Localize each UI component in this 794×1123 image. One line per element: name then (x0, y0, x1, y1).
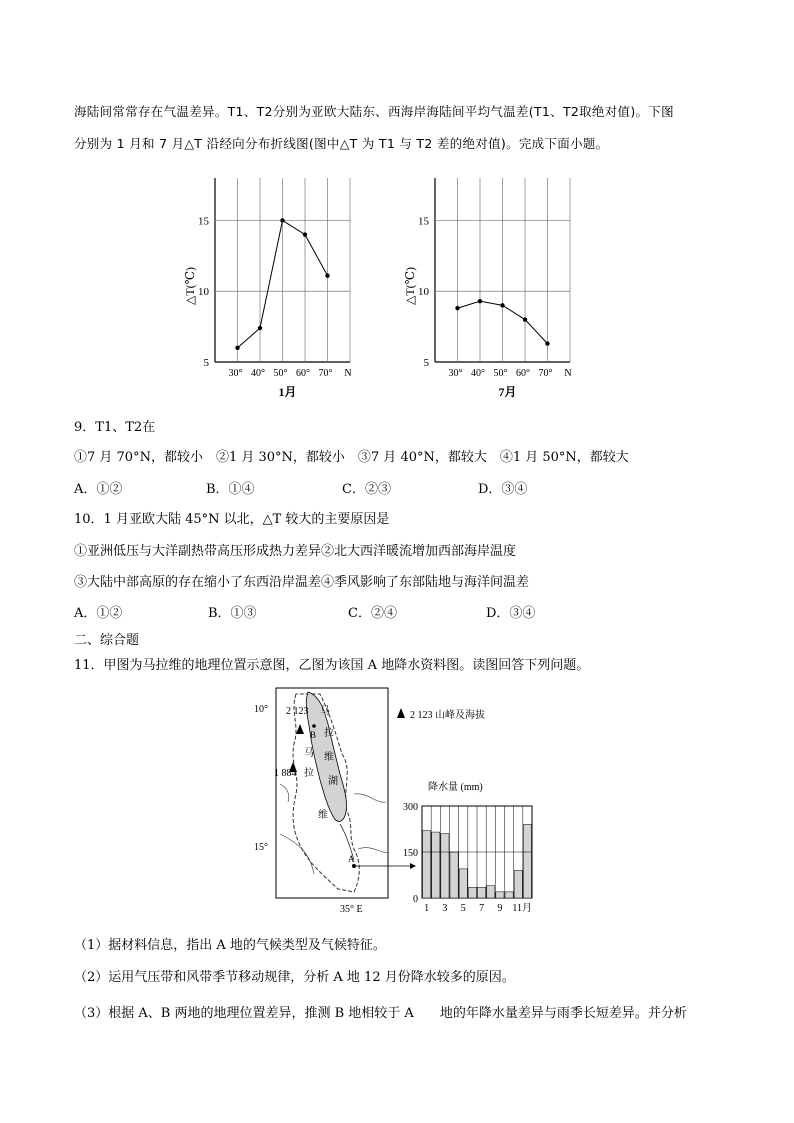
rain-bar (459, 869, 467, 898)
y-tick-label: 10 (418, 286, 429, 299)
rain-x-tick: 5 (460, 903, 466, 914)
x-tick-label: 30° (448, 368, 463, 379)
chart-july (400, 172, 600, 402)
country-char-3: 维 (318, 810, 328, 821)
q10-option-c: C．②④ (348, 606, 397, 621)
x-tick-label: 40° (471, 368, 485, 379)
peak2-label: 1 884 (274, 768, 297, 779)
rain-y-label: 降水量 (mm) (428, 782, 483, 793)
chart-january (180, 172, 380, 402)
x-tick-label: 70° (318, 368, 333, 379)
peak-legend-icon (397, 708, 405, 718)
intro-line-1: 海陆间常常存在气温差异。T1、T2分别为亚欧大陆东、西海岸海陆间平均气温差(T1、T2取绝对值)。下图 (74, 104, 674, 119)
x-tick-label: 70° (538, 368, 553, 379)
x-tick-label: 50° (273, 368, 288, 379)
data-point (258, 326, 262, 330)
data-point (235, 346, 239, 350)
q10-choice-2: ③大陆中部高原的存在缩小了东西沿岸温差④季风影响了东部陆地与海洋间温差 (74, 575, 530, 590)
q10-choice-1: ①亚洲低压与大洋副热带高压形成热力差异②北大西洋暖流增加西部海岸温度 (74, 544, 517, 559)
rain-bar (478, 887, 486, 898)
rain-x-tick: 7 (479, 903, 485, 914)
x-tick-label: 30° (228, 368, 243, 379)
rain-bar (423, 831, 431, 898)
rain-x-tick: 11月 (512, 903, 533, 914)
q10-option-b: B．①③ (208, 606, 257, 621)
x-tick-label: 60° (296, 368, 310, 379)
rain-x-tick: 1 (424, 903, 430, 914)
y-axis-label: △T(℃) (403, 267, 417, 305)
q9-stem: 9．T1、T2在 (74, 420, 156, 435)
rain-y-tick: 0 (413, 894, 418, 905)
chart-title: 7月 (498, 385, 517, 399)
q9-option-c: C．②③ (342, 482, 391, 497)
y-tick-label: 15 (418, 215, 429, 228)
rain-bar (487, 886, 495, 898)
x-axis-label: N (564, 368, 572, 379)
rain-bar (496, 892, 504, 898)
x-tick-label: 40° (251, 368, 265, 379)
data-point (280, 218, 284, 222)
q10-option-d: D．③④ (486, 606, 536, 621)
q10-option-a: A．①② (74, 606, 123, 621)
rain-bar (432, 832, 440, 898)
x-tick-label: 50° (493, 368, 508, 379)
data-point (478, 299, 482, 303)
lon-label: 35° E (340, 904, 363, 915)
peak1-label: 2 123 (286, 706, 309, 717)
q9-option-b: B．①④ (206, 482, 255, 497)
chart-title: 1月 (278, 385, 297, 399)
rain-bar (514, 870, 522, 898)
q11-sub2: （2）运用气压带和风带季节移动规律，分析 A 地 12 月份降水较多的原因。 (74, 970, 515, 985)
rain-bar (523, 824, 531, 898)
y-tick-label: 15 (198, 215, 209, 228)
section-heading: 二、综合题 (74, 633, 140, 648)
rain-bar (441, 834, 449, 898)
legend-text: 2 123 山峰及海拔 (410, 710, 485, 721)
x-axis-label: N (344, 368, 352, 379)
point-a-label: A (348, 854, 355, 864)
q9-option-d: D．③④ (478, 482, 528, 497)
y-tick-label: 10 (198, 286, 209, 299)
intro-line-2: 分别为 1 月和 7 月△T 沿经向分布折线图(图中△T 为 T1 与 T2 差的绝对值)。完成下面小题。 (74, 136, 609, 151)
point-a-marker (352, 864, 356, 868)
data-point (325, 273, 329, 277)
rain-y-tick: 150 (403, 848, 418, 859)
point-b-marker (312, 724, 316, 728)
rain-bar (505, 892, 513, 898)
lat-top-label: 10° (254, 704, 268, 715)
x-tick-label: 60° (516, 368, 530, 379)
rain-y-tick: 300 (403, 802, 418, 813)
data-point (303, 232, 307, 236)
country-char-1: 马 (304, 748, 314, 759)
y-axis-label: △T(℃) (183, 267, 197, 305)
q10-stem: 10．1 月亚欧大陆 45°N 以北，△T 较大的主要原因是 (74, 512, 390, 527)
data-point (455, 306, 459, 310)
y-tick-label: 5 (423, 357, 429, 369)
lake-char-3: 维 (324, 752, 334, 763)
precipitation-chart (394, 778, 544, 918)
q11-sub1: （1）据材料信息，指出 A 地的气候类型及气候特征。 (74, 938, 386, 953)
data-point (500, 303, 504, 307)
lake-char-4: 湖 (328, 776, 338, 787)
lake-char-2: 拉 (324, 728, 334, 739)
q11-sub3: （3）根据 A、B 两地的地理位置差异，推测 B 地相较于 A 地的年降水量差异与雨季长短差异。并分析 (74, 1006, 687, 1021)
data-point (523, 317, 527, 321)
map-legend (396, 704, 536, 724)
rain-x-tick: 9 (497, 903, 503, 914)
lat-bottom-label: 15° (254, 842, 268, 853)
lake-char-1: 马 (320, 706, 330, 717)
rain-bar (450, 852, 458, 898)
y-tick-label: 5 (203, 357, 209, 369)
q9-option-a: A．①② (74, 482, 123, 497)
q9-choices: ①7 月 70°N，都较小 ②1 月 30°N，都较小 ③7 月 40°N，都较大 ④1 月 50°N，都较大 (74, 450, 629, 465)
data-point (545, 341, 549, 345)
rain-x-tick: 3 (442, 903, 448, 914)
country-char-2: 拉 (304, 768, 314, 779)
rain-bar (468, 887, 476, 898)
q11-stem: 11．甲图为马拉维的地理位置示意图，乙图为该国 A 地降水资料图。读图回答下列问题。 (74, 658, 590, 673)
point-b-label: B (310, 730, 317, 740)
